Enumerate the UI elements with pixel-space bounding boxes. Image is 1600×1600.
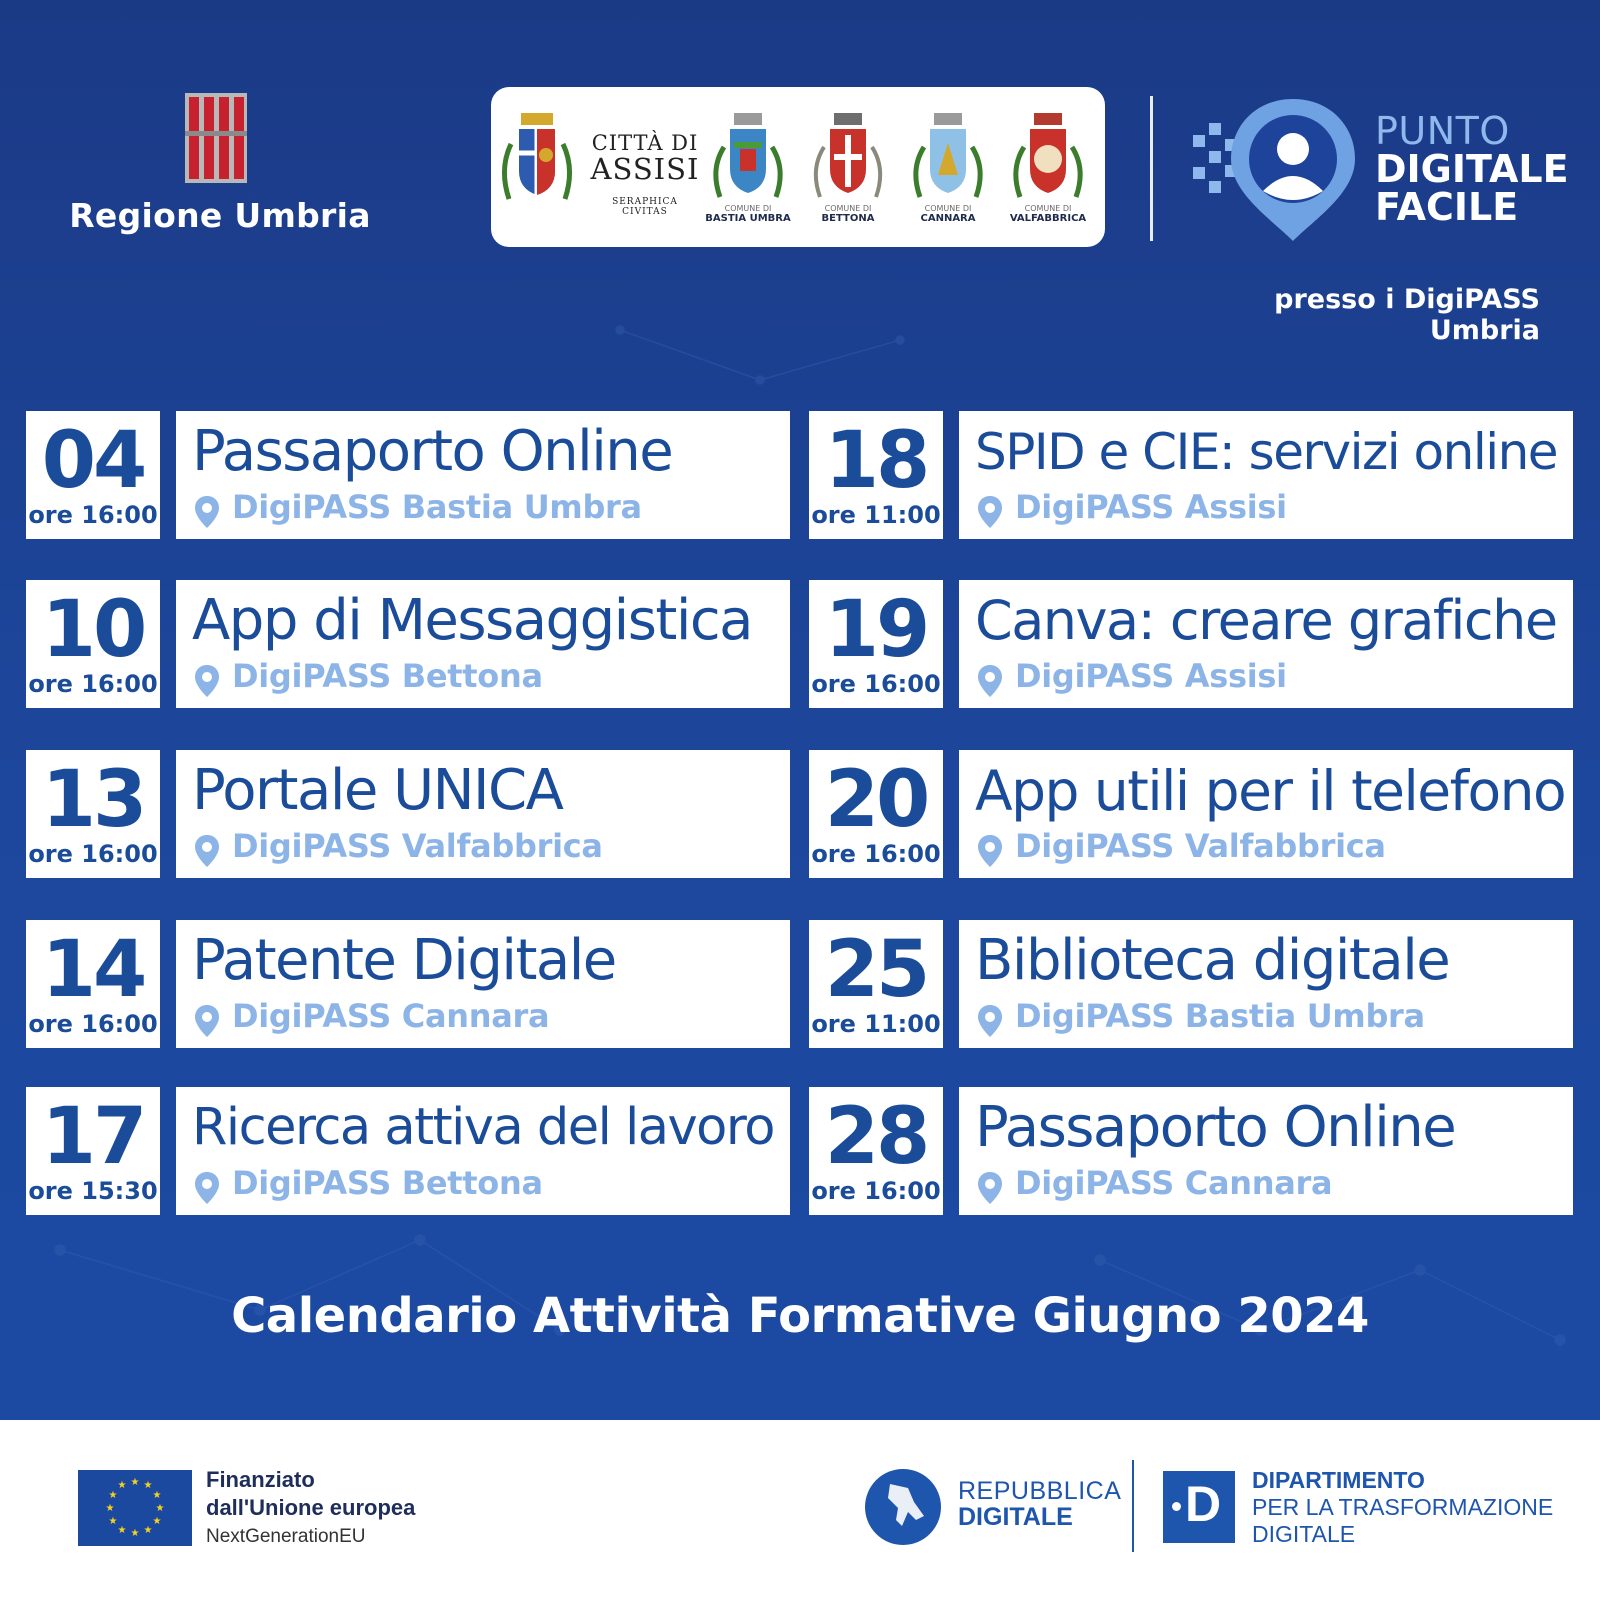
event-day: 19 bbox=[824, 585, 928, 675]
event-date bbox=[809, 920, 943, 1048]
header-divider bbox=[1150, 96, 1153, 241]
punto-digitale-facile-text bbox=[1375, 109, 1575, 229]
event-location: DigiPASS Cannara bbox=[1015, 1164, 1333, 1202]
assisi-line1: CITTÀ DI bbox=[591, 131, 699, 155]
svg-text:★: ★ bbox=[130, 1528, 140, 1539]
event-time: ore 16:00 bbox=[811, 1177, 941, 1205]
location-pin-icon bbox=[977, 495, 1003, 529]
comune-prefix: COMUNE DI bbox=[824, 204, 872, 213]
eu-line2: dall'Unione europea bbox=[206, 1495, 416, 1520]
event-title: Ricerca attiva del lavoro bbox=[192, 1098, 774, 1157]
comune-caption-valfabbrica bbox=[993, 204, 1103, 224]
event-date bbox=[809, 580, 943, 708]
event-location: DigiPASS Bastia Umbra bbox=[1015, 997, 1425, 1035]
event-title: Canva: creare grafiche bbox=[975, 589, 1557, 652]
region-name: Regione Umbria bbox=[69, 196, 371, 235]
tagline: presso i DigiPASS Umbria bbox=[1274, 284, 1540, 346]
location-pin-icon bbox=[194, 1171, 220, 1205]
event-day: 28 bbox=[824, 1092, 928, 1182]
location-pin-icon bbox=[194, 1004, 220, 1038]
event-day: 25 bbox=[824, 925, 928, 1015]
dtd-logo bbox=[1163, 1471, 1235, 1543]
svg-text:★: ★ bbox=[130, 1477, 140, 1488]
event-time: ore 16:00 bbox=[28, 1010, 158, 1038]
pdf-line2: DIGITALE bbox=[1375, 147, 1569, 191]
punto-digitale-facile-logo bbox=[1193, 95, 1373, 245]
event-card bbox=[176, 1087, 790, 1215]
dtd-line3: DIGITALE bbox=[1252, 1521, 1356, 1547]
event-time: ore 16:00 bbox=[28, 670, 158, 698]
comune-prefix: COMUNE DI bbox=[1024, 204, 1072, 213]
svg-text:★: ★ bbox=[105, 1503, 115, 1514]
svg-text:★: ★ bbox=[108, 1516, 118, 1527]
event-day: 20 bbox=[824, 755, 928, 845]
bettona-crest bbox=[810, 109, 886, 209]
svg-text:★: ★ bbox=[143, 1525, 153, 1536]
event-card bbox=[176, 750, 790, 878]
event-date bbox=[26, 580, 160, 708]
event-date bbox=[26, 411, 160, 539]
event-title: Biblioteca digitale bbox=[975, 928, 1450, 993]
event-title: Patente Digitale bbox=[192, 928, 616, 993]
event-title: SPID e CIE: servizi online bbox=[975, 423, 1558, 481]
pdf-line3: FACILE bbox=[1375, 185, 1519, 229]
bastia-umbra-crest bbox=[710, 109, 786, 209]
event-title: Passaporto Online bbox=[975, 1095, 1456, 1160]
event-date bbox=[26, 920, 160, 1048]
dtd-line1: DIPARTIMENTO bbox=[1252, 1467, 1425, 1493]
event-time: ore 15:30 bbox=[28, 1177, 158, 1205]
event-day: 13 bbox=[41, 755, 145, 845]
comune-prefix: COMUNE DI bbox=[724, 204, 772, 213]
event-card bbox=[959, 920, 1573, 1048]
eu-funding-text bbox=[206, 1466, 415, 1552]
event-location: DigiPASS Bettona bbox=[232, 657, 543, 695]
eu-line3: NextGenerationEU bbox=[206, 1526, 366, 1547]
event-day: 17 bbox=[41, 1092, 145, 1182]
dtd-line2: PER LA TRASFORMAZIONE bbox=[1252, 1494, 1554, 1520]
event-time: ore 11:00 bbox=[811, 1010, 941, 1038]
event-date bbox=[809, 750, 943, 878]
event-date bbox=[809, 1087, 943, 1215]
event-date bbox=[26, 750, 160, 878]
comune-caption-bettona bbox=[793, 204, 903, 224]
comune-name: VALFABBRICA bbox=[1009, 213, 1087, 224]
event-card bbox=[959, 580, 1573, 708]
event-location: DigiPASS Assisi bbox=[1015, 488, 1287, 526]
comune-name: BASTIA UMBRA bbox=[705, 213, 791, 224]
dtd-dot-icon bbox=[1172, 1502, 1181, 1511]
location-pin-icon bbox=[194, 834, 220, 868]
location-pin-icon bbox=[977, 1171, 1003, 1205]
svg-text:★: ★ bbox=[152, 1490, 162, 1501]
location-pin-icon bbox=[977, 664, 1003, 698]
event-title: App di Messaggistica bbox=[192, 588, 752, 653]
assisi-motto: SERAPHICA CIVITAS bbox=[612, 197, 678, 217]
event-day: 10 bbox=[41, 585, 145, 675]
pdf-line1: PUNTO bbox=[1375, 109, 1510, 153]
assisi-wordmark bbox=[589, 131, 701, 217]
event-day: 14 bbox=[41, 925, 145, 1015]
event-time: ore 11:00 bbox=[811, 501, 941, 529]
valfabbrica-crest bbox=[1010, 109, 1086, 209]
assisi-crest bbox=[499, 109, 575, 209]
location-pin-icon bbox=[194, 664, 220, 698]
event-date bbox=[809, 411, 943, 539]
eu-line1: Finanziato bbox=[206, 1467, 315, 1492]
event-title: App utili per il telefono bbox=[975, 759, 1566, 823]
comuni-logos-panel bbox=[491, 87, 1105, 247]
comune-prefix: COMUNE DI bbox=[924, 204, 972, 213]
event-card bbox=[959, 1087, 1573, 1215]
svg-text:★: ★ bbox=[117, 1480, 127, 1491]
page-title: Calendario Attività Formative Giugno 2024 bbox=[231, 1288, 1369, 1344]
event-time: ore 16:00 bbox=[811, 670, 941, 698]
dtd-mark: D bbox=[1185, 1476, 1222, 1532]
svg-text:★: ★ bbox=[143, 1480, 153, 1491]
event-day: 04 bbox=[41, 416, 145, 506]
event-card bbox=[176, 920, 790, 1048]
eu-flag bbox=[78, 1470, 192, 1546]
event-location: DigiPASS Assisi bbox=[1015, 657, 1287, 695]
event-card bbox=[176, 411, 790, 539]
event-date bbox=[26, 1087, 160, 1215]
regione-umbria-emblem bbox=[185, 93, 247, 183]
event-title: Portale UNICA bbox=[192, 758, 563, 823]
svg-text:★: ★ bbox=[152, 1516, 162, 1527]
event-card bbox=[959, 411, 1573, 539]
assisi-line2: ASSISI bbox=[590, 152, 700, 186]
event-location: DigiPASS Bastia Umbra bbox=[232, 488, 642, 526]
event-title: Passaporto Online bbox=[192, 419, 673, 484]
location-pin-icon bbox=[194, 495, 220, 529]
event-location: DigiPASS Cannara bbox=[232, 997, 550, 1035]
footer-divider bbox=[1132, 1460, 1134, 1552]
event-time: ore 16:00 bbox=[811, 840, 941, 868]
rd-line1: REPUBBLICA bbox=[958, 1477, 1122, 1505]
eu-stars-icon bbox=[78, 1470, 192, 1546]
svg-text:★: ★ bbox=[155, 1503, 165, 1514]
rd-line2: DIGITALE bbox=[958, 1503, 1073, 1531]
svg-text:★: ★ bbox=[117, 1525, 127, 1536]
event-location: DigiPASS Bettona bbox=[232, 1164, 543, 1202]
event-time: ore 16:00 bbox=[28, 501, 158, 529]
comune-caption-cannara bbox=[893, 204, 1003, 224]
event-day: 18 bbox=[824, 416, 928, 506]
comune-caption-bastia bbox=[693, 204, 803, 224]
repubblica-digitale-logo bbox=[864, 1468, 942, 1546]
location-pin-icon bbox=[977, 834, 1003, 868]
comune-name: BETTONA bbox=[821, 213, 875, 224]
event-time: ore 16:00 bbox=[28, 840, 158, 868]
comune-name: CANNARA bbox=[920, 213, 976, 224]
cannara-crest bbox=[910, 109, 986, 209]
dtd-text bbox=[1252, 1467, 1553, 1548]
event-card bbox=[176, 580, 790, 708]
regione-umbria-logo bbox=[40, 88, 400, 248]
event-card bbox=[959, 750, 1573, 878]
event-location: DigiPASS Valfabbrica bbox=[232, 827, 603, 865]
event-location: DigiPASS Valfabbrica bbox=[1015, 827, 1386, 865]
svg-text:★: ★ bbox=[108, 1490, 118, 1501]
location-pin-icon bbox=[977, 1004, 1003, 1038]
repubblica-digitale-text bbox=[958, 1478, 1121, 1530]
footer bbox=[0, 1420, 1600, 1600]
